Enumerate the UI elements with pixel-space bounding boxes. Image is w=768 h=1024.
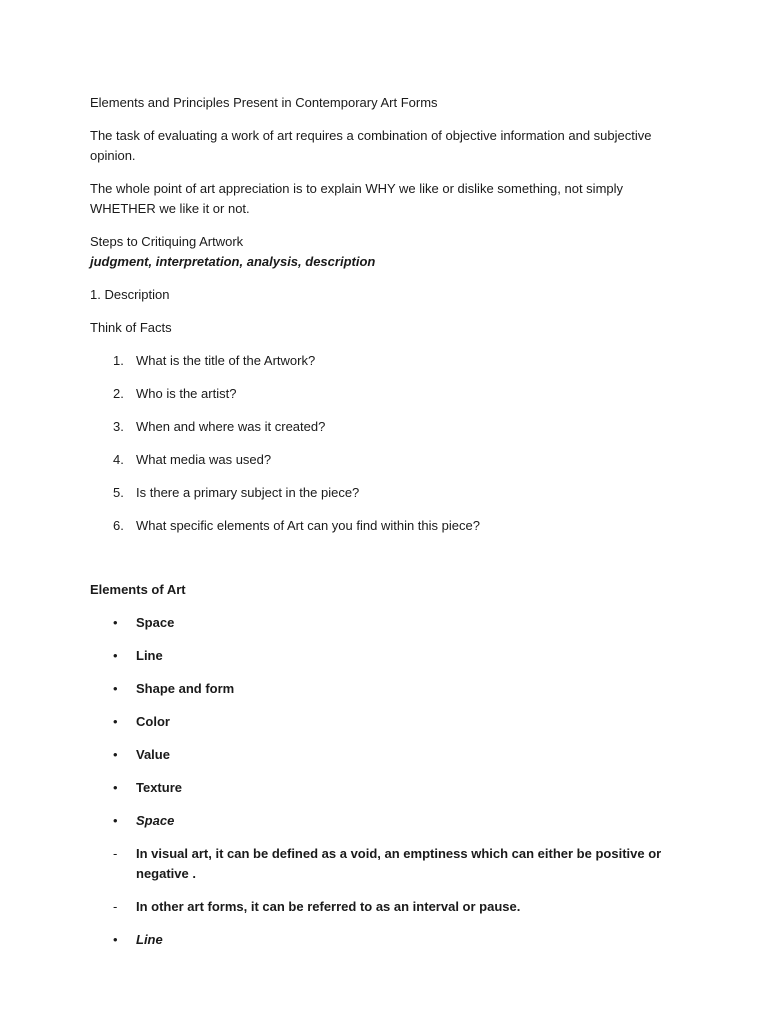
list-item-text: Texture xyxy=(136,780,182,795)
list-item-text: In visual art, it can be defined as a void, an emptiness which can either be positive or negative . xyxy=(136,846,662,881)
list-item xyxy=(90,646,690,666)
list-number: 1. xyxy=(113,353,124,368)
list-item-text: Who is the artist? xyxy=(136,386,237,401)
document-title: Elements and Principles Present in Contemporary Art Forms xyxy=(90,95,438,110)
list-number: 4. xyxy=(113,452,124,467)
list-item xyxy=(90,844,690,884)
elements-list xyxy=(90,613,690,950)
list-item xyxy=(90,351,690,371)
list-item-text: Space xyxy=(136,615,175,630)
list-number: 3. xyxy=(113,419,124,434)
list-item xyxy=(90,897,690,917)
space-heading xyxy=(90,811,690,831)
list-item xyxy=(90,613,690,633)
line-heading-text: Line xyxy=(136,932,163,947)
elements-of-art-heading: Elements of Art xyxy=(90,582,186,597)
list-number: 6. xyxy=(113,518,124,533)
bullet-icon: • xyxy=(113,932,118,947)
bullet-icon: • xyxy=(113,714,118,729)
intro-paragraph: The task of evaluating a work of art requires a combination of objective information and subjective opinion. xyxy=(90,128,652,163)
steps-subheading: judgment, interpretation, analysis, description xyxy=(90,254,376,269)
list-item-text: What is the title of the Artwork? xyxy=(136,353,316,368)
list-item-text: Is there a primary subject in the piece? xyxy=(136,485,360,500)
list-item-text: Line xyxy=(136,648,163,663)
bullet-icon: • xyxy=(113,648,118,663)
list-item xyxy=(90,679,690,699)
list-number: 2. xyxy=(113,386,124,401)
list-item xyxy=(90,384,690,404)
list-item xyxy=(90,516,690,536)
appreciation-paragraph: The whole point of art appreciation is to explain WHY we like or dislike something, not simply WHETHER we like it or not. xyxy=(90,181,624,216)
dash-icon: - xyxy=(113,846,118,861)
list-item-text: What media was used? xyxy=(136,452,272,467)
list-item xyxy=(90,483,690,503)
list-item-text: Shape and form xyxy=(136,681,235,696)
list-item xyxy=(90,745,690,765)
document-content xyxy=(90,93,690,963)
line-heading xyxy=(90,930,690,950)
think-of-facts-heading: Think of Facts xyxy=(90,320,172,335)
description-heading: 1. Description xyxy=(90,287,170,302)
steps-heading: Steps to Critiquing Artwork xyxy=(90,234,244,249)
dash-icon: - xyxy=(113,899,118,914)
list-item xyxy=(90,778,690,798)
bullet-icon: • xyxy=(113,615,118,630)
list-item-text: Color xyxy=(136,714,170,729)
bullet-icon: • xyxy=(113,747,118,762)
list-item-text: What specific elements of Art can you find within this piece? xyxy=(136,518,480,533)
list-item xyxy=(90,417,690,437)
facts-list xyxy=(90,351,690,536)
bullet-icon: • xyxy=(113,780,118,795)
bullet-icon: • xyxy=(113,813,118,828)
list-item xyxy=(90,712,690,732)
list-item xyxy=(90,450,690,470)
space-heading-text: Space xyxy=(136,813,175,828)
list-item-text: In other art forms, it can be referred to as an interval or pause. xyxy=(136,899,521,914)
list-item-text: When and where was it created? xyxy=(136,419,326,434)
list-number: 5. xyxy=(113,485,124,500)
list-item-text: Value xyxy=(136,747,170,762)
bullet-icon: • xyxy=(113,681,118,696)
